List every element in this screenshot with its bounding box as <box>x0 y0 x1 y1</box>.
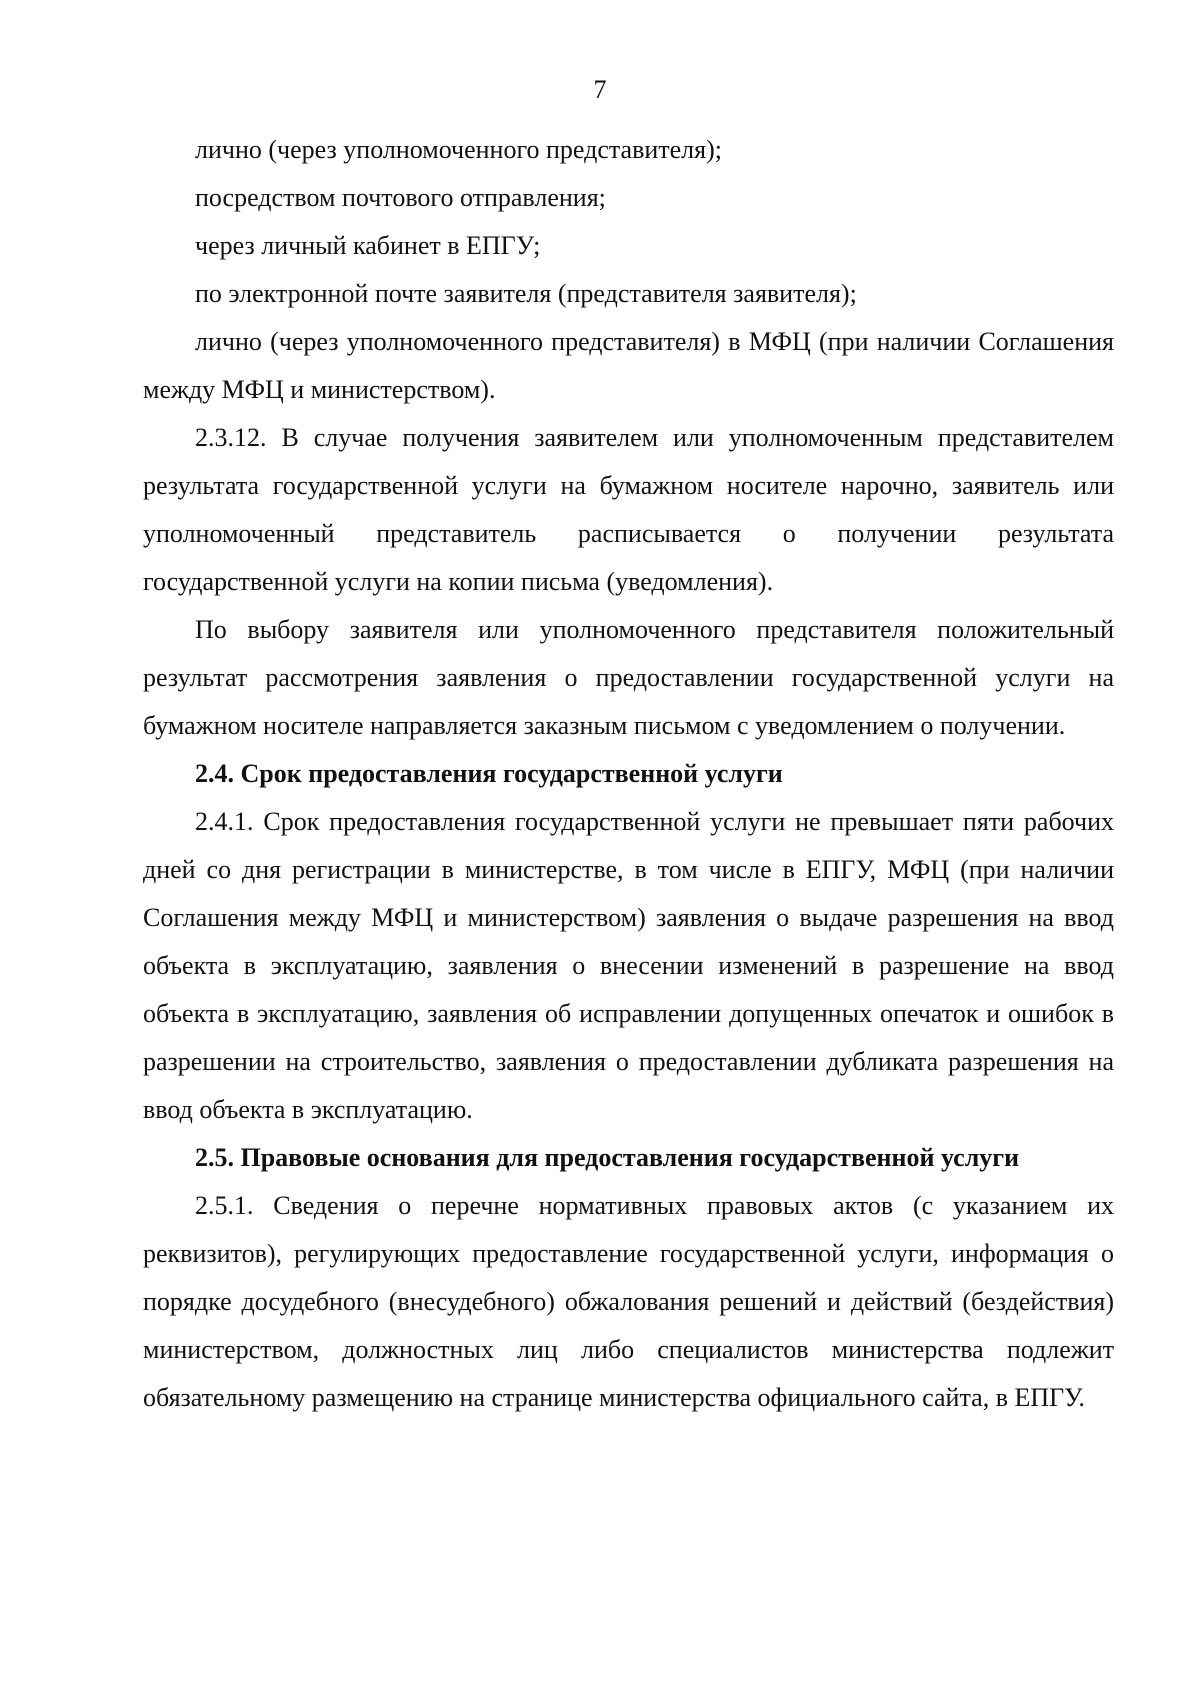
paragraph-registered-letter: По выбору заявителя или уполномоченного представителя положительный результат рассмотрения заявления о предоставлении государственной услуги на бумажном носителе направляется заказным письмом с уведомлением о получении. <box>143 615 1114 740</box>
paragraph-delivery-by-mail: посредством почтового отправления; <box>195 183 606 212</box>
paragraph-2-4-1: 2.4.1. Срок предоставления государственной услуги не превышает пяти рабочих дней со дня регистрации в министерстве, в том числе в ЕПГУ, МФЦ (при наличии Соглашения между МФЦ и министерством) заявления о выдаче разрешения на ввод объекта в эксплуатацию, заявления о внесении изменений в разрешение на ввод объекта в эксплуатацию, заявления об исправлении допущенных опечаток и ошибок в разрешении на строительство, заявления о предоставлении дубликата разрешения на ввод объекта в эксплуатацию. <box>143 807 1114 1124</box>
paragraph-delivery-personal-account: через личный кабинет в ЕПГУ; <box>195 231 541 260</box>
paragraph-2-3-12: 2.3.12. В случае получения заявителем или уполномоченным представителем результата государственной услуги на бумажном носителе нарочно, заявитель или уполномоченный представитель расписывается о получении результата государственной услуги на копии письма (уведомления). <box>143 423 1114 596</box>
document-body <box>143 126 1114 1422</box>
paragraph-delivery-email: по электронной почте заявителя (представителя заявителя); <box>195 279 857 308</box>
paragraph-2-5-1: 2.5.1. Сведения о перечне нормативных правовых актов (с указанием их реквизитов), регулирующих предоставление государственной услуги, информация о порядке досудебного (внесудебного) обжалования решений и действий (бездействия) министерством, должностных лиц либо специалистов министерства подлежит обязательному размещению на странице министерства официального сайта, в ЕПГУ. <box>143 1191 1114 1412</box>
paragraph-delivery-in-person: лично (через уполномоченного представителя); <box>195 135 722 164</box>
page-number: 7 <box>593 75 607 104</box>
section-heading-2-5: 2.5. Правовые основания для предоставления государственной услуги <box>195 1143 1020 1172</box>
paragraph-delivery-mfc: лично (через уполномоченного представителя) в МФЦ (при наличии Соглашения между МФЦ и министерством). <box>143 327 1114 404</box>
section-heading-2-4: 2.4. Срок предоставления государственной услуги <box>195 759 783 788</box>
